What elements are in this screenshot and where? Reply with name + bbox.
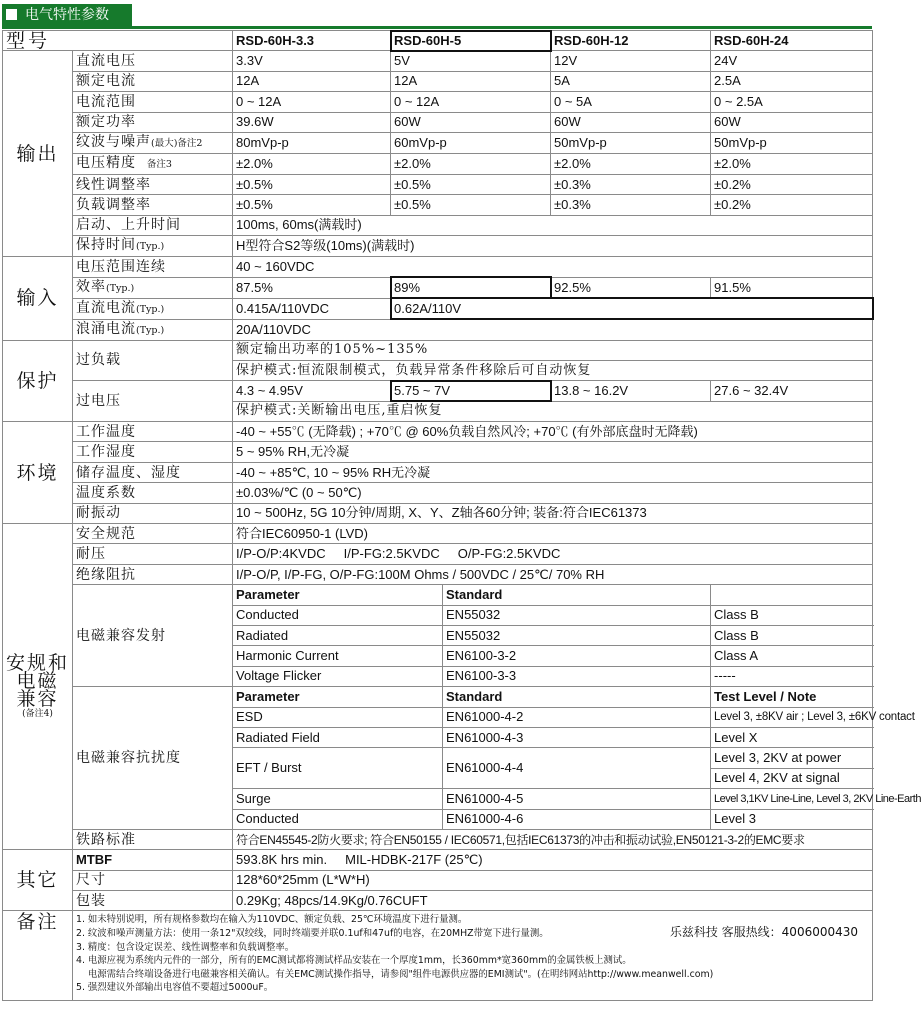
value-cell: 27.6 ~ 32.4V bbox=[711, 381, 873, 401]
value-cell: EN6100-3-2 bbox=[443, 646, 711, 666]
value-cell: ±2.0% bbox=[551, 153, 711, 174]
env-work-hum-row bbox=[3, 442, 873, 462]
section-banner bbox=[2, 4, 132, 26]
value-cell: ±0.3% bbox=[551, 174, 711, 194]
value-cell: 0 ~ 12A bbox=[391, 92, 551, 112]
storage-label: 储存温度、湿度 bbox=[73, 462, 233, 482]
value-cell: Level 4, 2KV at signal bbox=[711, 768, 873, 788]
value-cell: -40 ~ +55℃ (无降载) ; +70℃ @ 60%负载自然风冷; +70℃ (有外部底盘时无降载) bbox=[233, 422, 873, 442]
value-cell: 符合IEC60950-1 (LVD) bbox=[233, 524, 873, 544]
notes-cell bbox=[73, 911, 873, 1001]
emission-header-row bbox=[3, 585, 873, 605]
immunity-header-row bbox=[3, 687, 873, 707]
value-cell: 40 ~ 160VDC bbox=[233, 257, 873, 277]
value-cell: Class B bbox=[711, 625, 873, 645]
inrush-label-text: 浪涌电流 bbox=[76, 320, 136, 337]
ripple-label bbox=[73, 132, 233, 153]
model-label: 型号 bbox=[3, 31, 233, 51]
value-cell: Level 3 bbox=[711, 809, 873, 829]
value-cell: 4.3 ~ 4.95V bbox=[233, 381, 391, 401]
hold-label-tag: (Typ.) bbox=[136, 241, 165, 253]
input-group: 输入 bbox=[3, 257, 73, 340]
safety-group-line: 兼容 bbox=[16, 687, 59, 710]
value-cell: 5.75 ~ 7V bbox=[391, 381, 551, 401]
protection-overload-row-1 bbox=[3, 340, 873, 360]
model-5v: RSD-60H-5 bbox=[391, 31, 551, 51]
value-cell: ±2.0% bbox=[391, 153, 551, 174]
others-mtbf-row bbox=[3, 850, 873, 870]
emission-label: 电磁兼容发射 bbox=[73, 585, 233, 687]
voltage-label: 直流电压 bbox=[73, 51, 233, 71]
value-cell: 39.6W bbox=[233, 112, 391, 132]
value-cell: Level 3,1KV Line-Line, Level 3, 2KV Line-Earth bbox=[711, 789, 873, 809]
note-line: 电源需结合终端设备进行电磁兼容相关确认。有关EMC测试操作指导，请参阅"组件电源供应器的EMI测试"。(在明纬网站http://www.meanwell.com) bbox=[76, 968, 714, 980]
note-line: 2. 纹波和噪声测量方法：使用一条12"双绞线，同时终端要并联0.1uf和47uf的电容，在20MHZ带宽下进行量测。 bbox=[76, 928, 549, 940]
dc-current-label bbox=[73, 298, 233, 319]
value-cell: Class A bbox=[711, 646, 873, 666]
output-ripple-row bbox=[3, 132, 873, 153]
value-cell: ±0.3% bbox=[551, 195, 711, 215]
spec-table bbox=[2, 29, 921, 1001]
output-group: 输出 bbox=[3, 51, 73, 257]
protection-group: 保护 bbox=[3, 340, 73, 422]
ripple-label-text: 纹波与噪声 bbox=[76, 133, 151, 150]
tolerance-label-tag: 备注3 bbox=[146, 158, 172, 170]
value-cell: Level X bbox=[711, 727, 873, 747]
hotline: 乐兹科技 客服热线：4006000430 bbox=[669, 925, 859, 940]
value-cell: 5 ~ 95% RH,无冷凝 bbox=[233, 442, 873, 462]
value-cell: ±2.0% bbox=[233, 153, 391, 174]
value-cell: ----- bbox=[711, 666, 873, 686]
value-cell: Radiated Field bbox=[233, 727, 443, 747]
value-cell: 符合EN45545-2防火要求; 符合EN50155 / IEC60571,包括IEC61373的冲击和振动试验,EN50121-3-2的EMC要求 bbox=[233, 829, 873, 849]
value-cell: ±0.5% bbox=[233, 195, 391, 215]
value-cell: Level 3, ±8KV air ; Level 3, ±6KV contact bbox=[711, 707, 873, 727]
value-cell: 10 ~ 500Hz, 5G 10分钟/周期, X、Y、Z轴各60分钟; 装备:符合IEC61373 bbox=[233, 503, 873, 523]
value-cell: 60mVp-p bbox=[391, 132, 551, 153]
work-hum-label: 工作湿度 bbox=[73, 442, 233, 462]
value-cell: ±0.03%/℃ (0 ~ 50℃) bbox=[233, 483, 873, 503]
safety-withstand-row bbox=[3, 544, 873, 564]
value-cell: 0 ~ 5A bbox=[551, 92, 711, 112]
value-cell: Conducted bbox=[233, 809, 443, 829]
value-cell: 0.415A/110VDC bbox=[233, 298, 391, 319]
value-cell: ESD bbox=[233, 707, 443, 727]
value-cell: -40 ~ +85℃, 10 ~ 95% RH无冷凝 bbox=[233, 462, 873, 482]
value-cell: 12V bbox=[551, 51, 711, 71]
value-cell: 50mVp-p bbox=[711, 132, 873, 153]
banner-underline bbox=[2, 26, 872, 29]
value-cell: 12A bbox=[391, 71, 551, 91]
railway-label: 铁路标准 bbox=[73, 829, 233, 849]
value-cell: Surge bbox=[233, 789, 443, 809]
env-work-temp-row bbox=[3, 422, 873, 442]
value-cell: 87.5% bbox=[233, 277, 391, 298]
ripple-label-tag: (最大)备注2 bbox=[151, 137, 203, 149]
note-line: 5. 强烈建议外部输出电容值不要超过5000uF。 bbox=[76, 982, 274, 994]
vibration-label: 耐振动 bbox=[73, 503, 233, 523]
value-cell: 3.3V bbox=[233, 51, 391, 71]
output-current-row bbox=[3, 71, 873, 91]
efficiency-label bbox=[73, 277, 233, 298]
output-line-reg-row bbox=[3, 174, 873, 194]
mtbf-label: MTBF bbox=[73, 850, 233, 870]
value-cell: 24V bbox=[711, 51, 873, 71]
column-header: Standard bbox=[443, 687, 711, 707]
input-vrange-row bbox=[3, 257, 873, 277]
environment-group: 环境 bbox=[3, 422, 73, 524]
value-cell: ±0.5% bbox=[233, 174, 391, 194]
model-row bbox=[3, 31, 873, 51]
safety-railway-row bbox=[3, 829, 873, 849]
value-cell: EFT / Burst bbox=[233, 748, 443, 789]
column-header-spacer bbox=[711, 585, 873, 605]
others-group: 其它 bbox=[3, 850, 73, 911]
value-cell: 0.29Kg; 48pcs/14.9Kg/0.76CUFT bbox=[233, 891, 873, 911]
others-dimension-row bbox=[3, 870, 873, 890]
value-cell: 100ms, 60ms(满载时) bbox=[233, 215, 873, 235]
column-header: Parameter bbox=[233, 585, 443, 605]
value-cell: 593.8K hrs min. MIL-HDBK-217F (25℃) bbox=[233, 850, 873, 870]
output-power-row bbox=[3, 112, 873, 132]
safety-standards-row bbox=[3, 524, 873, 544]
safety-group-line: 安规和 bbox=[6, 651, 70, 674]
efficiency-label-text: 效率 bbox=[76, 278, 106, 295]
note-line: 4. 电源应视为系统内元件的一部分，所有的EMC测试都将测试样品安装在一个厚度1mm，长360mm*宽360mm的金属铁板上测试。 bbox=[76, 955, 632, 967]
value-cell: 60W bbox=[391, 112, 551, 132]
value-cell: ±2.0% bbox=[711, 153, 873, 174]
column-header: Standard bbox=[443, 585, 711, 605]
load-reg-label: 负载调整率 bbox=[73, 195, 233, 215]
protection-overvoltage-row-1 bbox=[3, 381, 873, 401]
output-voltage-row bbox=[3, 51, 873, 71]
vrange-label: 电压范围连续 bbox=[73, 257, 233, 277]
value-cell: Conducted bbox=[233, 605, 443, 625]
value-cell: EN61000-4-5 bbox=[443, 789, 711, 809]
value-cell: 92.5% bbox=[551, 277, 711, 298]
tolerance-label bbox=[73, 153, 233, 174]
value-cell: 89% bbox=[391, 277, 551, 298]
note-line: 3. 精度：包含设定误差、线性调整率和负载调整率。 bbox=[76, 941, 295, 953]
range-label: 电流范围 bbox=[73, 92, 233, 112]
value-cell: Level 3, 2KV at power bbox=[711, 748, 873, 768]
value-cell: 2.5A bbox=[711, 71, 873, 91]
value-cell: 60W bbox=[551, 112, 711, 132]
output-range-row bbox=[3, 92, 873, 112]
inrush-label bbox=[73, 319, 233, 340]
value-cell: EN61000-4-6 bbox=[443, 809, 711, 829]
value-cell: ±0.5% bbox=[391, 195, 551, 215]
value-cell: 5V bbox=[391, 51, 551, 71]
input-inrush-row bbox=[3, 319, 873, 340]
safety-group-note: (备注4) bbox=[22, 708, 53, 719]
value-cell: 128*60*25mm (L*W*H) bbox=[233, 870, 873, 890]
value-cell: 80mVp-p bbox=[233, 132, 391, 153]
line-reg-label: 线性调整率 bbox=[73, 174, 233, 194]
value-cell: 保护模式:恒流限制模式，负载异常条件移除后可自动恢复 bbox=[233, 360, 873, 380]
value-cell: EN55032 bbox=[443, 605, 711, 625]
input-dc-current-row bbox=[3, 298, 873, 319]
dimension-label: 尺寸 bbox=[73, 870, 233, 890]
value-cell: 12A bbox=[233, 71, 391, 91]
safety-isolation-row bbox=[3, 564, 873, 584]
value-cell: 50mVp-p bbox=[551, 132, 711, 153]
value-cell: I/P-O/P:4KVDC I/P-FG:2.5KVDC O/P-FG:2.5KVDC bbox=[233, 544, 873, 564]
temp-coeff-label: 温度系数 bbox=[73, 483, 233, 503]
value-cell: EN61000-4-3 bbox=[443, 727, 711, 747]
model-24v: RSD-60H-24 bbox=[711, 31, 873, 51]
output-tolerance-row bbox=[3, 153, 873, 174]
value-cell: 20A/110VDC bbox=[233, 319, 873, 340]
withstand-label: 耐压 bbox=[73, 544, 233, 564]
output-setup-row bbox=[3, 215, 873, 235]
value-cell: EN6100-3-3 bbox=[443, 666, 711, 686]
value-cell: 5A bbox=[551, 71, 711, 91]
overload-label: 过负载 bbox=[73, 340, 233, 381]
value-cell: 额定输出功率的105%~135% bbox=[233, 340, 873, 360]
section-title: 电气特性参数 bbox=[25, 7, 109, 23]
hold-label-text: 保持时间 bbox=[76, 237, 136, 254]
env-vibration-row bbox=[3, 503, 873, 523]
tolerance-label-text: 电压精度 bbox=[76, 154, 136, 171]
note-line: 1. 如未特别说明，所有规格参数均在输入为110VDC、额定负载、25℃环境温度下进行量测。 bbox=[76, 914, 468, 926]
env-storage-row bbox=[3, 462, 873, 482]
efficiency-label-tag: (Typ.) bbox=[106, 282, 135, 294]
power-label: 额定功率 bbox=[73, 112, 233, 132]
value-cell: ±0.2% bbox=[711, 195, 873, 215]
value-cell: 60W bbox=[711, 112, 873, 132]
inrush-label-tag: (Typ.) bbox=[136, 324, 165, 336]
dc-current-label-tag: (Typ.) bbox=[136, 303, 165, 315]
value-cell: 0 ~ 12A bbox=[233, 92, 391, 112]
hold-label bbox=[73, 236, 233, 257]
safety-group bbox=[3, 524, 73, 850]
value-cell: EN55032 bbox=[443, 625, 711, 645]
value-cell: 保护模式:关断输出电压,重启恢复 bbox=[233, 401, 873, 421]
model-3v3: RSD-60H-3.3 bbox=[233, 31, 391, 51]
value-cell: 0 ~ 2.5A bbox=[711, 92, 873, 112]
current-label: 额定电流 bbox=[73, 71, 233, 91]
model-12v: RSD-60H-12 bbox=[551, 31, 711, 51]
work-temp-label: 工作温度 bbox=[73, 422, 233, 442]
output-hold-row bbox=[3, 236, 873, 257]
value-cell: Radiated bbox=[233, 625, 443, 645]
safety-standards-label: 安全规范 bbox=[73, 524, 233, 544]
value-cell: ±0.5% bbox=[391, 174, 551, 194]
env-temp-coeff-row bbox=[3, 483, 873, 503]
value-cell: 13.8 ~ 16.2V bbox=[551, 381, 711, 401]
value-cell: 91.5% bbox=[711, 277, 873, 298]
column-header: Parameter bbox=[233, 687, 443, 707]
packing-label: 包装 bbox=[73, 891, 233, 911]
value-cell: I/P-O/P, I/P-FG, O/P-FG:100M Ohms / 500VDC / 25℃/ 70% RH bbox=[233, 564, 873, 584]
column-header: Test Level / Note bbox=[711, 687, 873, 707]
notes-row bbox=[3, 911, 873, 1001]
dc-current-label-text: 直流电流 bbox=[76, 299, 136, 316]
value-cell: ±0.2% bbox=[711, 174, 873, 194]
setup-label: 启动、上升时间 bbox=[73, 215, 233, 235]
value-cell: Voltage Flicker bbox=[233, 666, 443, 686]
overvoltage-label: 过电压 bbox=[73, 381, 233, 422]
safety-group-line: 电磁 bbox=[16, 669, 59, 692]
isolation-label: 绝缘阻抗 bbox=[73, 564, 233, 584]
square-icon bbox=[6, 9, 17, 20]
immunity-label: 电磁兼容抗扰度 bbox=[73, 687, 233, 830]
value-cell: EN61000-4-2 bbox=[443, 707, 711, 727]
value-cell: Class B bbox=[711, 605, 873, 625]
input-efficiency-row bbox=[3, 277, 873, 298]
others-packing-row bbox=[3, 891, 873, 911]
value-cell: EN61000-4-4 bbox=[443, 748, 711, 789]
notes-group: 备注 bbox=[3, 911, 73, 1001]
value-cell: Harmonic Current bbox=[233, 646, 443, 666]
value-cell: H型符合S2等级(10ms)(满载时) bbox=[233, 236, 873, 257]
output-load-reg-row bbox=[3, 195, 873, 215]
value-cell: 0.62A/110V bbox=[391, 298, 873, 319]
